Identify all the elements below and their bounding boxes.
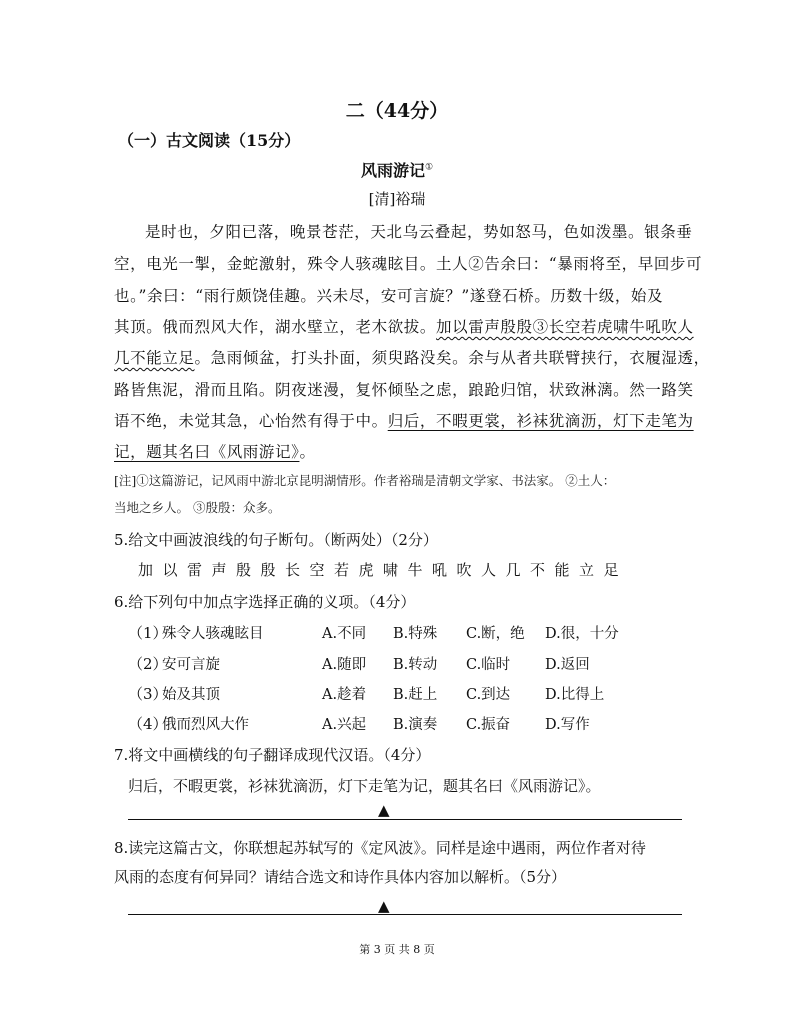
essay-line-4 bbox=[114, 315, 694, 337]
answer-line-q8[interactable] bbox=[128, 914, 682, 915]
question-5-prompt: 5.给文中画波浪线的句子断句。（断两处）（2分） bbox=[114, 531, 438, 549]
option-c: C.临时 bbox=[466, 657, 511, 673]
option-d: D.返回 bbox=[545, 657, 590, 673]
item-phrase: 殊令人骇魂眩目 bbox=[162, 626, 264, 642]
question-7-prompt: 7.将文中画横线的句子翻译成现代汉语。（4分） bbox=[114, 746, 431, 764]
option-a: A.兴起 bbox=[322, 717, 367, 733]
option-b: B.特殊 bbox=[393, 626, 438, 642]
item-number: （2） bbox=[128, 655, 168, 673]
underlined-sentence-part-2: 记，题其名曰《风雨游记》 bbox=[114, 443, 300, 461]
item-phrase: 俄而烈风大作 bbox=[162, 717, 249, 733]
option-d: D.比得上 bbox=[545, 687, 605, 703]
essay-title bbox=[0, 158, 794, 181]
item-number: （1） bbox=[128, 624, 168, 642]
option-d: D.写作 bbox=[545, 717, 590, 733]
option-b: B.赶上 bbox=[393, 687, 438, 703]
essay-line-6: 路皆焦泥，滑而且陷。阴夜迷漫，复怀倾坠之虑，踉跄归馆，状致淋漓。然一路笑 bbox=[114, 381, 694, 399]
question-8-prompt-line-2: 风雨的态度有何异同？请结合选文和诗作具体内容加以解析。（5分） bbox=[114, 868, 567, 886]
option-d: D.很，十分 bbox=[545, 626, 619, 642]
note-line-1: [注]①这篇游记，记风雨中游北京昆明湖情形。作者裕瑞是清朝文学家、书法家。 ②土人： bbox=[114, 473, 616, 488]
essay-line-5 bbox=[114, 346, 710, 368]
essay-line-8 bbox=[114, 440, 316, 462]
option-b: B.转动 bbox=[393, 657, 438, 673]
item-phrase: 安可言旋 bbox=[162, 657, 220, 673]
page-footer: 第 3 页 共 8 页 bbox=[359, 943, 435, 956]
essay-title-note-mark: ① bbox=[424, 162, 434, 173]
option-c: C.断，绝 bbox=[466, 626, 525, 642]
underlined-sentence-part-1: 归后，不暇更裳，衫袜犹滴沥，灯下走笔为 bbox=[387, 412, 694, 430]
option-c: C.振奋 bbox=[466, 717, 511, 733]
essay-line-3: 也。”余曰：“雨行颇饶佳趣。兴未尽，安可言旋？”遂登石桥。历数十级，始及 bbox=[114, 287, 664, 305]
option-a: A.不同 bbox=[322, 626, 367, 642]
wavy-underlined-sentence-part-1: 加以雷声殷殷③长空若虎啸牛吼吹人 bbox=[436, 318, 694, 336]
essay-line-4-text: 其顶。俄而烈风大作，湖水壁立，老木欲拔。 bbox=[114, 318, 437, 336]
question-6-prompt: 6.给下列句中加点字选择正确的义项。（4分） bbox=[114, 593, 416, 611]
option-a: A.随即 bbox=[322, 657, 367, 673]
question-8-prompt-line-1: 8.读完这篇古文，你联想起苏轼写的《定风波》。同样是途中遇雨，两位作者对待 bbox=[114, 839, 646, 857]
item-number: （3） bbox=[128, 685, 168, 703]
option-c: C.到达 bbox=[466, 687, 511, 703]
note-line-2: 当地之乡人。 ③殷殷：众多。 bbox=[114, 500, 281, 515]
option-b: B.演奏 bbox=[393, 717, 438, 733]
essay-line-7-text: 语不绝，未觉其急，心怡然有得于中。 bbox=[114, 412, 388, 430]
item-number: （4） bbox=[128, 715, 168, 733]
subsection-title: （一）古文阅读（15分） bbox=[118, 131, 301, 150]
option-a: A.趁着 bbox=[322, 687, 367, 703]
item-phrase: 始及其顶 bbox=[162, 687, 220, 703]
answer-line-q7[interactable] bbox=[128, 819, 682, 820]
wavy-underlined-sentence-part-2: 几不能立足 bbox=[114, 349, 195, 367]
answer-marker-q8: ▲ bbox=[378, 897, 390, 915]
essay-line-1: 是时也，夕阳已落，晚景苍茫，天北乌云叠起，势如怒马，色如泼墨。银条垂 bbox=[145, 223, 693, 241]
question-5-sentence: 加以雷声殷殷长空若虎啸牛吼吹人几不能立足 bbox=[138, 561, 629, 579]
section-title: 二（44分） bbox=[345, 100, 449, 122]
essay-line-8-end: 。 bbox=[299, 443, 316, 461]
essay-line-2: 空，电光一掣，金蛇激射，殊令人骇魂眩目。土人②告余曰：“暴雨将至，早回步可 bbox=[114, 255, 703, 273]
essay-line-7 bbox=[114, 409, 694, 431]
essay-line-5-text: 。急雨倾盆，打头扑面，须臾路没矣。余与从者共联臂挟行，衣履湿透， bbox=[194, 349, 710, 367]
question-7-sentence: 归后，不暇更裳，衫袜犹滴沥，灯下走笔为记，题其名曰《风雨游记》。 bbox=[128, 777, 601, 795]
essay-author: [清]裕瑞 bbox=[368, 190, 426, 208]
essay-title-text: 风雨游记 bbox=[360, 161, 425, 180]
answer-marker-q7: ▲ bbox=[378, 801, 390, 819]
